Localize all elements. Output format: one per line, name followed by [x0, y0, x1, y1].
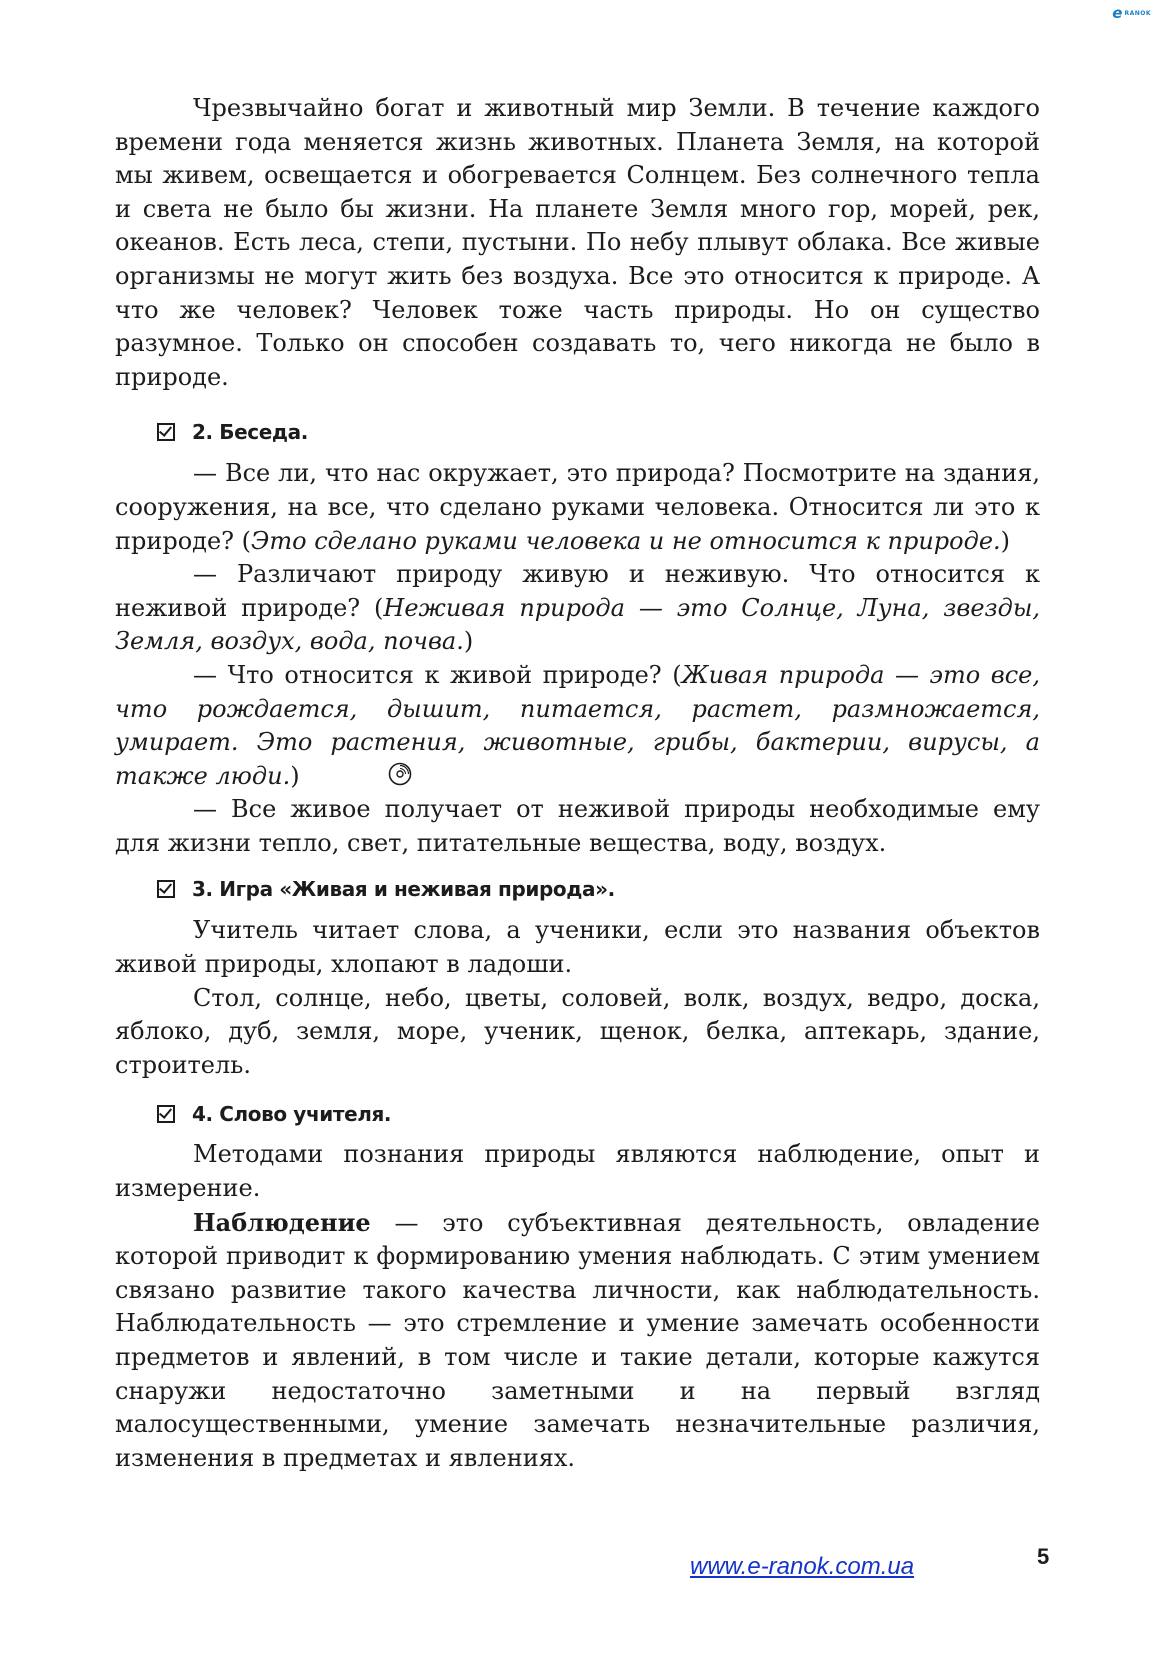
- page-content: [115, 92, 1040, 1475]
- question-text: — Все ли, что нас окружает, это природа? Посмотрите на здания, сооружения, на все, что сделано руками человека. Относится ли это к природе? (: [115, 459, 1040, 555]
- answer-text: Это сделано руками человека и не относится к природе.: [251, 526, 1001, 555]
- dialog-paragraph: [115, 457, 1040, 558]
- term-observation: Наблюдение: [193, 1207, 371, 1237]
- dialog-paragraph: — Все живое получает от неживой природы необходимые ему для жизни тепло, свет, питательные вещества, воду, воздух.: [115, 795, 1040, 857]
- section-heading-game: [157, 877, 1040, 901]
- observation-paragraph: [115, 1206, 1040, 1476]
- section-title: 2. Беседа.: [192, 420, 308, 445]
- logo-text: RANOK: [1124, 9, 1151, 17]
- game-instruction: Учитель читает слова, а ученики, если это названия объектов живой природы, хлопают в ладоши.: [115, 916, 1040, 979]
- definition-text: — это субъективная деятельность, овладение которой приводит к формированию умения наблюдать. С этим умением связано развитие такого качества личности, как наблюдательность. Наблюдательность — это стремление и умение замечать особенности предметов и явлений, в том числе и такие детали, которые кажутся снаружи недостаточно заметными и на первый взгляд малосущественными, умение замечать незначительные различия, изменения в предметах и явлениях.: [115, 1208, 1040, 1472]
- logo-mark: e: [1112, 4, 1123, 22]
- dialog-paragraph: [115, 659, 1040, 793]
- answer-text: Живая природа — это все, что рождается, дышит, питается, растет, размножается, умирает. Это растения, животные, грибы, бактерии, вирусы, а также люди.: [115, 660, 1040, 790]
- checkbox-icon: [157, 1105, 175, 1123]
- page-number: 5: [1037, 1544, 1050, 1569]
- paren-close: ): [463, 627, 474, 656]
- section-heading-teacher-word: [157, 1102, 1040, 1126]
- intro-paragraph: Чрезвычайно богат и животный мир Земли. В течение каждого времени года меняется жизнь животных. Планета Земля, на которой мы живем, освещается и обогревается Солнцем. Без солнечного тепла и света не было бы жизни. На планете Земля много гор, морей, рек, океанов. Есть леса, степи, пустыни. По небу плывут облака. Все живые организмы не могут жить без воздуха. Все это относится к природе. А что же человек? Человек тоже часть природы. Но он существо разумное. Только он способен создавать то, чего никогда не было в природе.: [115, 94, 1040, 391]
- checkbox-icon: [157, 423, 175, 441]
- section-heading-conversation: [157, 420, 1040, 444]
- paren-close: ): [1000, 526, 1011, 555]
- cd-disc-icon: [310, 762, 334, 786]
- website-link[interactable]: www.e-ranok.com.ua: [690, 1553, 915, 1580]
- publisher-logo: [1112, 4, 1151, 22]
- checkbox-icon: [157, 880, 175, 898]
- answer-text: Неживая природа — это Солнце, Луна, звезды, Земля, воздух, вода, почва.: [115, 593, 1040, 656]
- game-word-list: Стол, солнце, небо, цветы, соловей, волк, воздух, ведро, доска, яблоко, дуб, земля, море, ученик, щенок, белка, аптекарь, здание, строитель.: [115, 983, 1040, 1079]
- section-title: 4. Слово учителя.: [192, 1102, 392, 1127]
- section-title: 3. Игра «Живая и неживая природа».: [192, 877, 615, 902]
- dialog-paragraph: [115, 558, 1040, 659]
- question-text: — Что относится к живой природе? (: [193, 660, 682, 689]
- question-text: — Различают природу живую и неживую. Что относится к неживой природе? (: [115, 560, 1040, 622]
- methods-paragraph: Методами познания природы являются наблюдение, опыт и измерение.: [115, 1140, 1040, 1203]
- paren-close: ): [290, 761, 300, 790]
